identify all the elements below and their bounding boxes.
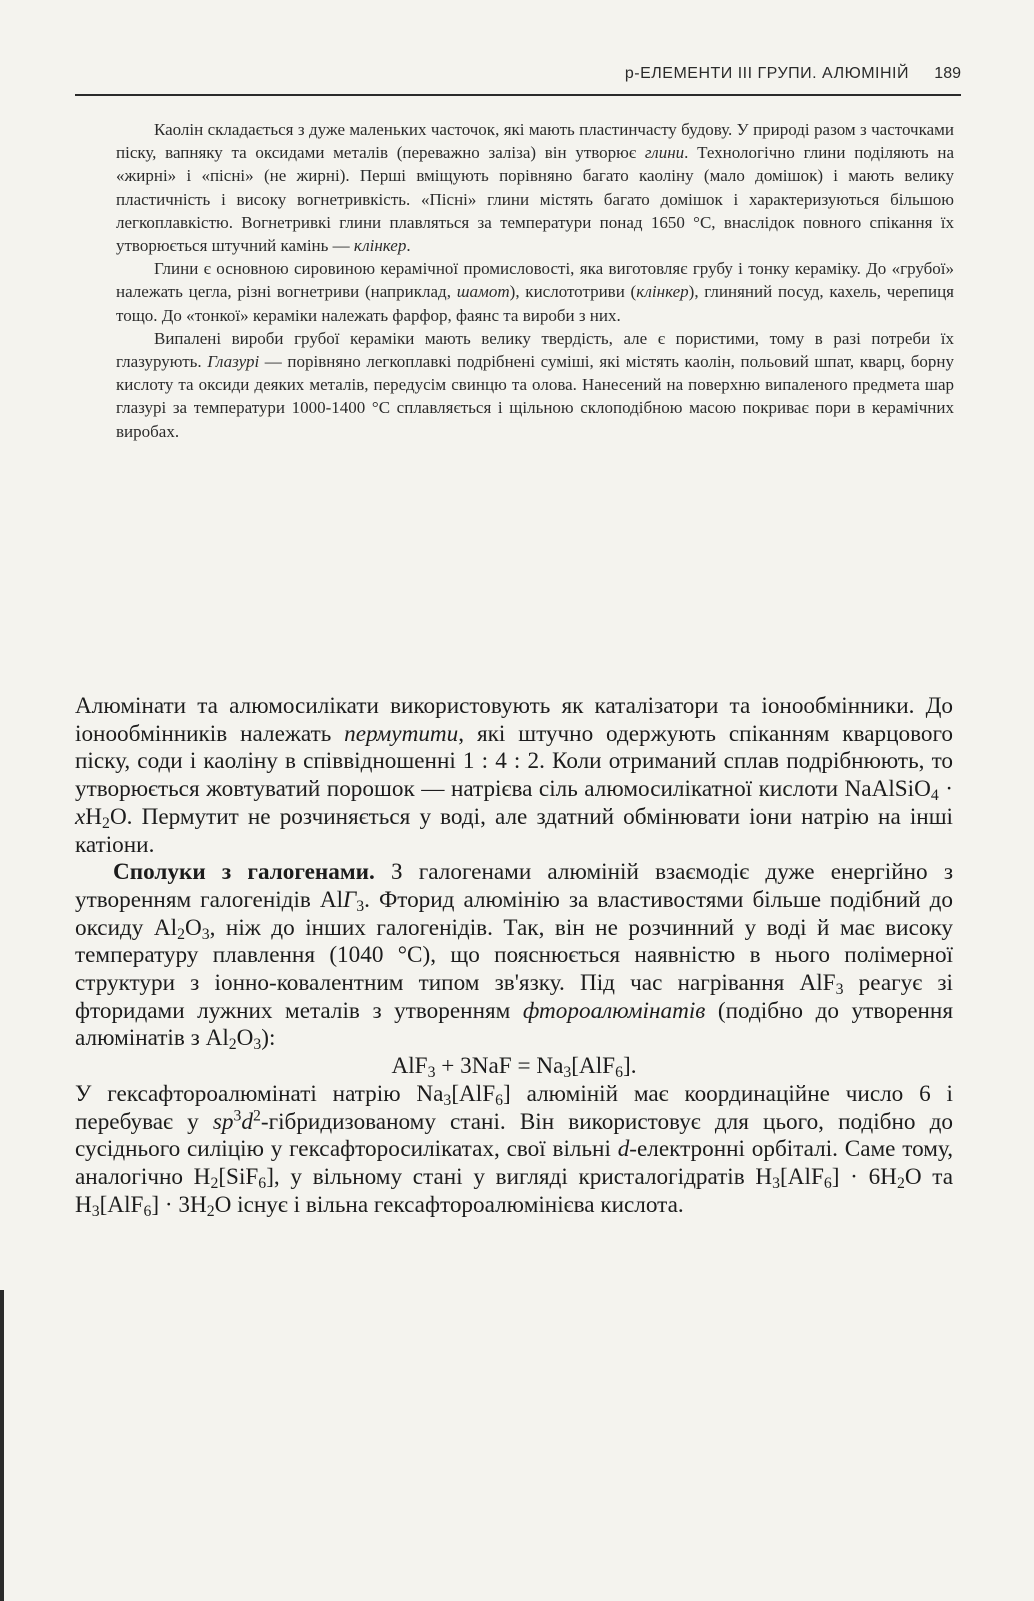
running-title: p-ЕЛЕМЕНТИ III ГРУПИ. АЛЮМІНІЙ xyxy=(624,65,909,82)
page-header xyxy=(75,60,961,96)
page-number: 189 xyxy=(934,65,961,82)
term-klinker: клінкер xyxy=(353,236,407,256)
paragraph-aluminates: Алюмінати та алюмосилікати використовують як каталізатори та іонообмінники. До іонообмінників належать пермутити, які штучно одержують спіканням кварцового піску, соди і каоліну в співвідношенні 1 : 4 : 2. Коли отриманий сплав подрібнюють, то утворюється жовтуватий порошок — натрієва сіль алюмосилікатної кислоти NaAlSiO$_4$ · $xH_2O$. Пермутит не розчиняється у воді, але здатний обмінювати іони натрію на інші катіони. xyxy=(75,693,953,858)
term-ftoroaliuminaty: фтороалюмінатів xyxy=(522,997,706,1024)
main-text-section xyxy=(75,693,953,1219)
term-shamot: шамот xyxy=(456,282,510,302)
term-hlazuri: Глазурі xyxy=(207,352,260,372)
paragraph-ceramics: Глини є основною сировиною керамічної промисловості, яка виготовляє грубу і тонку кераміку. До «грубої» належать цегла, різні вогнетриви (наприклад, шамот), кислототриви (клінкер), глиняний посуд, кахель, черепиця тощо. До «тонкої» кераміки належать фарфор, фаянс та вироби з них. xyxy=(116,259,954,325)
paragraph-halogen-compounds: Сполуки з галогенами. З галогенами алюміній взаємодіє дуже енергійно з утворенням галогенідів AlГ$_3$. Фторид алюмінію за властивостями більше подібний до оксиду $Al_2O_3$, ніж до інших галогенідів. Так, він не розчинний у воді й має високу температуру плавлення (1040 °С), що пояснюється наявністю в нього полімерної структури з іонно-ковалентним типом зв'язку. Під час нагрівання AlF$_3$ реагує зі фторидами лужних металів з утворенням фтороалюмінатів (подібно до утворення алюмінатів з $Al_2O_3$): xyxy=(75,859,954,1054)
small-print-section xyxy=(116,118,954,443)
term-hlyny: глини xyxy=(644,143,685,163)
chemical-equation: $AlF_3 + 3NaF = Na_3[AlF_6]$. xyxy=(391,1053,637,1082)
section-heading-halogens: Сполуки з галогенами. xyxy=(113,859,375,886)
term-klinker-2: клінкер xyxy=(636,282,689,302)
scan-binding-edge xyxy=(0,1290,4,1601)
term-permutyty: пермутити xyxy=(344,720,459,747)
paragraph-glaze: Випалені вироби грубої кераміки мають велику твердість, але є пористими, тому в разі потреби їх глазурують. Глазурі — порівняно легкоплавкі подрібнені суміші, які містять каолін, польовий шпат, кварц, борну кислоту та оксиди деяких металів, передусім свинцю та олова. Нанесений на поверхню випаленого предмета шар глазурі за температури 1000-1400 °С сплавляється і щільною склоподібною масою покриває пори в керамічних виробах. xyxy=(116,328,954,441)
paragraph-kaolin: Каолін складається з дуже маленьких часточок, які мають пластинчасту будову. У природі разом з часточками піску, вапняку та оксидами металів (переважно заліза) він утворює глини. Технологічно глини поділяють на «жирні» і «пісні» (не жирні). Перші вміщують порівняно багато каоліну (мало домішок) і мають велику пластичність і високу вогнетривкість. «Пісні» глини містять багато домішок і характеризуються більшою легкоплавкістю. Вогнетривкі глини плавляться за температури понад 1650 °С, внаслідок повного спікання їх утворюється штучний камінь — клінкер. xyxy=(116,120,955,256)
paragraph-hexafluoroaluminate: У гексафтороалюмінаті натрію $Na_3[AlF_6]$ алюміній має координаційне число 6 і перебуває у $sp^3d^2$-гібридизованому стані. Він використовує для цього, подібно до сусіднього силіцію у гексафторосилікатах, свої вільні d-електронні орбіталі. Саме тому, аналогічно $H_2[SiF_6]$, у вільному стані у вигляді кристалогідратів $H_3[AlF_6] \cdot 6H_2O$ та $H_3[AlF_6] \cdot 3H_2O$ існує і вільна гексафтороалюмінієва кислота. xyxy=(75,1080,954,1220)
